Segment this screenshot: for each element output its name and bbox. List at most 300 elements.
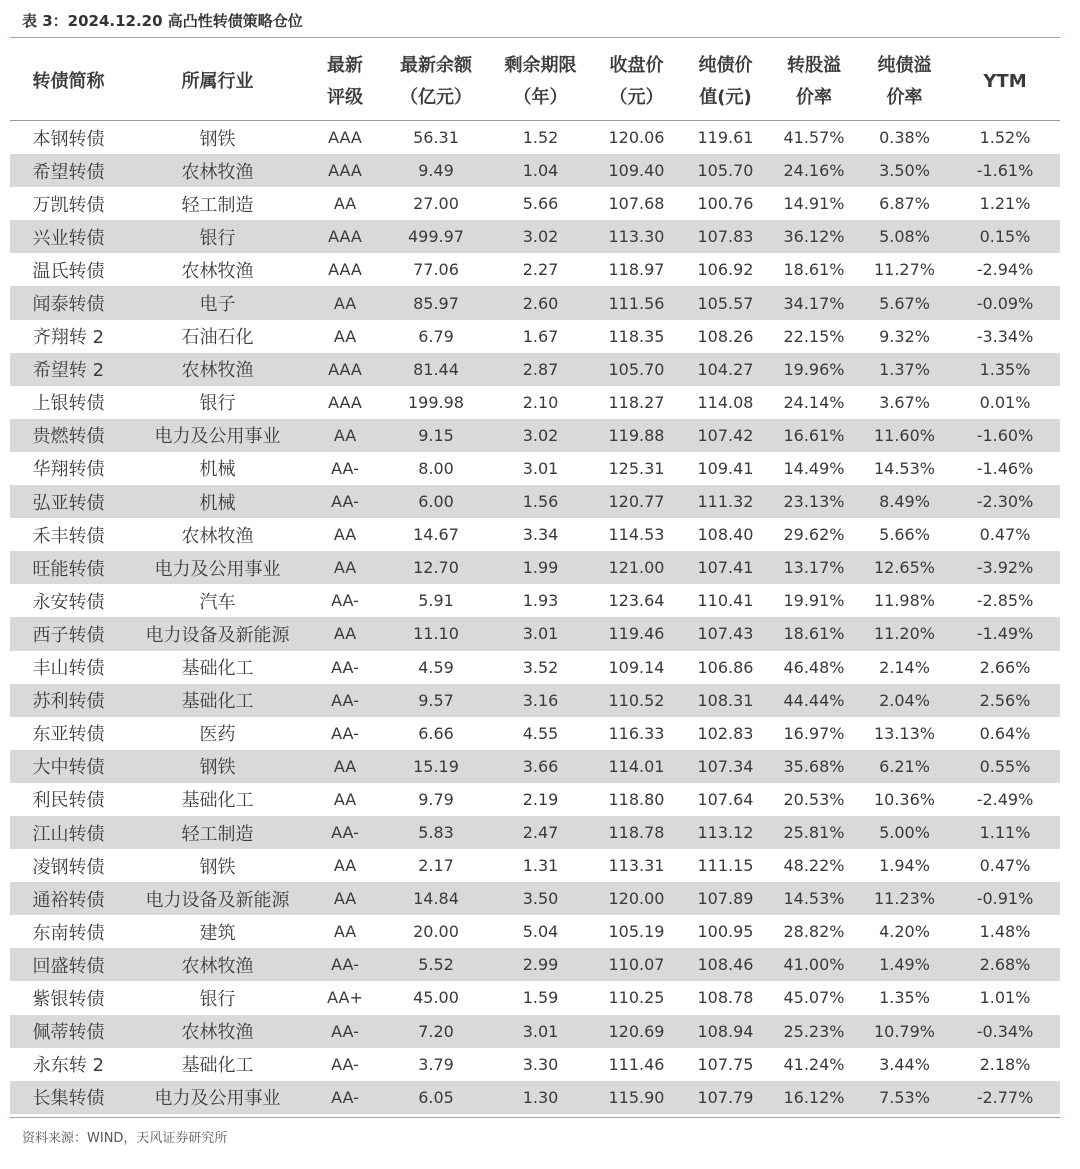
- table-cell: 2.68%: [950, 948, 1060, 981]
- column-header: [591, 44, 682, 121]
- industry-cell: 机械: [199, 459, 236, 481]
- bond-name-cell: 紫银转债: [32, 988, 105, 1010]
- bond-name-cell: 齐翔转 2: [32, 327, 105, 349]
- table-cell: 2.56%: [950, 684, 1060, 717]
- bond-name-cell: 西子转债: [10, 617, 127, 650]
- column-header: [950, 44, 1060, 121]
- table-cell: -0.34%: [950, 1015, 1060, 1048]
- table-cell: 4.20%: [879, 922, 930, 942]
- table-cell: 44.44%: [769, 684, 859, 717]
- bond-name-cell: 大中转债: [10, 750, 127, 783]
- table-row: [10, 353, 1060, 386]
- header-line: 所属行业: [181, 71, 254, 92]
- table-cell: 1.37%: [859, 353, 950, 386]
- column-header: [682, 44, 769, 121]
- table-cell: 1.49%: [859, 948, 950, 981]
- table-cell: -0.91%: [950, 882, 1060, 915]
- table-cell: 20.53%: [783, 789, 845, 809]
- table-cell: 108.31: [682, 684, 769, 717]
- table-cell: AAA: [308, 220, 382, 253]
- table-row: [10, 154, 1060, 187]
- table-cell: 14.49%: [783, 458, 845, 478]
- bond-name-cell: 东南转债: [32, 922, 105, 944]
- table-cell: AA: [308, 750, 382, 783]
- table-cell: 6.66: [418, 723, 454, 743]
- table-cell: 3.02: [490, 419, 591, 452]
- column-header: [382, 44, 490, 121]
- table-cell: -1.49%: [950, 617, 1060, 650]
- header-line: 最新余额: [400, 55, 472, 76]
- table-cell: 10.36%: [873, 789, 935, 809]
- table-cell: 13.17%: [769, 551, 859, 584]
- header-line: 转债简称: [32, 71, 105, 92]
- table-cell: 0.15%: [950, 220, 1060, 253]
- table-cell: 110.25: [608, 988, 665, 1008]
- table-cell: AA: [308, 419, 382, 452]
- table-cell: 2.10: [522, 392, 559, 412]
- table-row: [10, 551, 1060, 584]
- table-cell: 107.42: [682, 419, 769, 452]
- table-cell: 3.01: [490, 617, 591, 650]
- table-cell: 28.82%: [783, 922, 845, 942]
- bond-name-cell: 贵燃转债: [10, 419, 127, 452]
- table-row: [10, 882, 1060, 915]
- table-cell: 4.55: [522, 723, 559, 743]
- table-cell: AA-: [308, 948, 382, 981]
- table-row: [10, 584, 1060, 617]
- table-cell: 77.06: [413, 260, 459, 280]
- table-cell: 6.00: [382, 485, 490, 518]
- table-row: [10, 849, 1060, 882]
- industry-cell: 农林牧渔: [127, 948, 308, 981]
- table-row: [10, 518, 1060, 551]
- table-row: [10, 286, 1060, 319]
- table-cell: AAA: [328, 128, 362, 148]
- industry-cell: 农林牧渔: [181, 525, 254, 547]
- table-cell: 9.57: [382, 684, 490, 717]
- table-cell: 27.00: [413, 194, 459, 214]
- table-cell: AA: [333, 922, 357, 942]
- table-cell: 1.35%: [950, 353, 1060, 386]
- table-cell: 118.27: [608, 392, 665, 412]
- industry-cell: 电力设备及新能源: [127, 617, 308, 650]
- table-cell: 5.91: [418, 591, 454, 611]
- industry-cell: 银行: [199, 393, 236, 415]
- table-row: [10, 651, 1060, 684]
- table-cell: -3.34%: [976, 326, 1034, 346]
- table-cell: 1.01%: [979, 988, 1031, 1008]
- header-line: 价率: [796, 87, 832, 108]
- table-cell: 3.02: [490, 220, 591, 253]
- table-cell: 0.55%: [950, 750, 1060, 783]
- table-cell: 3.30: [522, 1054, 559, 1074]
- table-cell: 11.98%: [873, 591, 935, 611]
- table-cell: AA-: [331, 591, 359, 611]
- table-cell: 107.68: [608, 194, 665, 214]
- table-cell: 1.35%: [879, 988, 930, 1008]
- table-cell: 109.41: [697, 458, 754, 478]
- table-cell: 7.53%: [859, 1081, 950, 1114]
- table-cell: 1.52: [522, 128, 559, 148]
- table-cell: AAA: [328, 260, 362, 280]
- table-cell: 3.01: [522, 458, 559, 478]
- table-cell: 1.93: [522, 591, 559, 611]
- bond-name-cell: 温氏转债: [32, 260, 105, 282]
- table-cell: 111.46: [608, 1054, 665, 1074]
- table-cell: AA: [333, 789, 357, 809]
- table-cell: 125.31: [608, 458, 665, 478]
- table-cell: 107.43: [682, 617, 769, 650]
- table-cell: 1.56: [490, 485, 591, 518]
- table-cell: 8.00: [418, 458, 454, 478]
- table-row: [10, 253, 1060, 286]
- table-cell: 108.46: [682, 948, 769, 981]
- table-cell: AA-: [331, 723, 359, 743]
- bond-name-cell: 永安转债: [32, 591, 105, 613]
- table-row: [10, 948, 1060, 981]
- bond-name-cell: 兴业转债: [10, 220, 127, 253]
- industry-cell: 轻工制造: [181, 194, 254, 216]
- table-cell: 114.01: [591, 750, 682, 783]
- table-cell: 3.52: [522, 657, 559, 677]
- table-cell: 5.04: [522, 922, 559, 942]
- table-cell: 2.66%: [979, 657, 1031, 677]
- top-rule: [10, 37, 1060, 38]
- table-cell: 9.15: [382, 419, 490, 452]
- table-cell: 105.70: [591, 353, 682, 386]
- header-line: 评级: [327, 87, 363, 108]
- table-cell: 3.44%: [879, 1054, 930, 1074]
- table-row: [10, 717, 1060, 750]
- table-cell: 2.17: [418, 856, 454, 876]
- table-cell: 2.99: [490, 948, 591, 981]
- table-row: [10, 220, 1060, 253]
- table-cell: 14.67: [413, 525, 459, 545]
- table-cell: AA-: [308, 485, 382, 518]
- table-cell: 11.20%: [859, 617, 950, 650]
- table-cell: 9.32%: [879, 326, 930, 346]
- industry-cell: 电力及公用事业: [127, 419, 308, 452]
- table-cell: AA: [308, 617, 382, 650]
- table-cell: 1.11%: [950, 816, 1060, 849]
- table-cell: -0.09%: [950, 286, 1060, 319]
- industry-cell: 钢铁: [199, 856, 236, 878]
- header-line: 转股溢: [787, 55, 841, 76]
- table-cell: 9.79: [418, 789, 454, 809]
- table-cell: 2.14%: [879, 657, 930, 677]
- table-cell: 85.97: [382, 286, 490, 319]
- table-cell: 2.18%: [979, 1054, 1031, 1074]
- table-cell: 114.53: [608, 525, 665, 545]
- table-cell: 111.56: [591, 286, 682, 319]
- table-cell: 111.32: [682, 485, 769, 518]
- table-cell: 110.41: [697, 591, 754, 611]
- table-cell: 41.00%: [769, 948, 859, 981]
- table-cell: 113.12: [682, 816, 769, 849]
- table-cell: 3.16: [490, 684, 591, 717]
- industry-cell: 银行: [127, 220, 308, 253]
- table-row: [10, 386, 1060, 419]
- table-cell: 56.31: [413, 128, 459, 148]
- industry-cell: 基础化工: [181, 658, 254, 680]
- table-cell: -1.46%: [976, 458, 1034, 478]
- table-cell: 0.47%: [979, 525, 1031, 545]
- table-row: [10, 617, 1060, 650]
- table-cell: 1.94%: [879, 856, 930, 876]
- bond-name-cell: 希望转债: [10, 154, 127, 187]
- bond-name-cell: 苏利转债: [10, 684, 127, 717]
- table-row: [10, 121, 1060, 155]
- bond-name-cell: 希望转 2: [10, 353, 127, 386]
- table-row: [10, 1048, 1060, 1081]
- table-cell: AA-: [308, 684, 382, 717]
- industry-cell: 机械: [127, 485, 308, 518]
- table-cell: 2.47: [490, 816, 591, 849]
- table-cell: AAA: [308, 154, 382, 187]
- column-header: [127, 44, 308, 121]
- table-cell: 6.21%: [859, 750, 950, 783]
- table-cell: 107.64: [697, 789, 754, 809]
- header-line: （亿元）: [400, 87, 472, 108]
- table-cell: 15.19: [382, 750, 490, 783]
- table-cell: 34.17%: [769, 286, 859, 319]
- table-cell: 118.80: [608, 789, 665, 809]
- industry-cell: 基础化工: [127, 684, 308, 717]
- table-cell: 5.67%: [859, 286, 950, 319]
- table-cell: 1.59: [522, 988, 559, 1008]
- table-cell: -1.61%: [950, 154, 1060, 187]
- table-cell: 123.64: [608, 591, 665, 611]
- table-cell: 105.19: [608, 922, 665, 942]
- table-cell: -2.77%: [950, 1081, 1060, 1114]
- bond-name-cell: 万凯转债: [32, 194, 105, 216]
- table-cell: AA: [333, 326, 357, 346]
- table-cell: AA+: [327, 988, 363, 1008]
- table-cell: 12.65%: [859, 551, 950, 584]
- header-line: （元）: [609, 87, 664, 108]
- table-cell: 100.95: [697, 922, 754, 942]
- table-cell: 1.21%: [979, 194, 1031, 214]
- table-cell: 41.57%: [783, 128, 845, 148]
- table-cell: 118.78: [591, 816, 682, 849]
- table-cell: 2.27: [522, 260, 559, 280]
- table-cell: AA: [308, 551, 382, 584]
- header-line: 价率: [886, 87, 923, 108]
- industry-cell: 基础化工: [181, 790, 254, 812]
- industry-cell: 农林牧渔: [181, 260, 254, 282]
- bond-name-cell: 华翔转债: [32, 459, 105, 481]
- table-cell: 1.99: [490, 551, 591, 584]
- table-cell: 20.00: [413, 922, 459, 942]
- industry-cell: 汽车: [199, 591, 236, 613]
- industry-cell: 电力设备及新能源: [127, 882, 308, 915]
- table-cell: 110.07: [591, 948, 682, 981]
- table-cell: 5.00%: [859, 816, 950, 849]
- bond-name-cell: 江山转债: [10, 816, 127, 849]
- table-cell: 105.57: [682, 286, 769, 319]
- table-cell: 6.87%: [879, 194, 930, 214]
- column-header: [490, 44, 591, 121]
- column-header: [859, 44, 950, 121]
- industry-cell: 农林牧渔: [127, 154, 308, 187]
- source-note: 资料来源：WIND，天风证券研究所: [22, 1131, 228, 1146]
- table-cell: AA: [333, 856, 357, 876]
- table-cell: 5.08%: [859, 220, 950, 253]
- table-cell: 7.20: [382, 1015, 490, 1048]
- table-cell: 199.98: [408, 392, 464, 412]
- table-cell: 29.62%: [783, 525, 845, 545]
- table-cell: 16.12%: [769, 1081, 859, 1114]
- table-cell: -2.49%: [976, 789, 1034, 809]
- table-cell: 107.41: [682, 551, 769, 584]
- table-cell: 118.97: [608, 260, 665, 280]
- table-cell: 3.50%: [859, 154, 950, 187]
- table-cell: 45.07%: [783, 988, 845, 1008]
- header-line: （年）: [513, 87, 568, 108]
- table-cell: 100.76: [697, 194, 754, 214]
- table-cell: 104.27: [682, 353, 769, 386]
- table-row: [10, 1015, 1060, 1048]
- industry-cell: 医药: [199, 724, 236, 746]
- table-cell: 2.04%: [859, 684, 950, 717]
- bottom-rule: [10, 1117, 1060, 1118]
- column-header: [769, 44, 859, 121]
- table-cell: 108.78: [697, 988, 754, 1008]
- table-row: [10, 981, 1060, 1014]
- bond-name-cell: 永东转 2: [32, 1055, 105, 1077]
- table-cell: 25.23%: [769, 1015, 859, 1048]
- table-row: [10, 1081, 1060, 1114]
- table-cell: 120.69: [591, 1015, 682, 1048]
- column-header: [308, 44, 382, 121]
- table-cell: 36.12%: [769, 220, 859, 253]
- table-cell: 109.14: [608, 657, 665, 677]
- table-cell: 106.86: [697, 657, 754, 677]
- table-cell: 1.30: [490, 1081, 591, 1114]
- table-cell: 11.60%: [859, 419, 950, 452]
- bond-name-cell: 旺能转债: [10, 551, 127, 584]
- table-row: [10, 783, 1060, 816]
- table-cell: 108.94: [682, 1015, 769, 1048]
- convertible-bond-table: [10, 44, 1060, 1114]
- table-cell: 3.50: [490, 882, 591, 915]
- table-cell: AAA: [308, 353, 382, 386]
- industry-cell: 电力及公用事业: [127, 551, 308, 584]
- header-line: 纯债价: [698, 55, 753, 76]
- table-cell: 48.22%: [783, 856, 845, 876]
- table-cell: 3.34: [522, 525, 559, 545]
- industry-cell: 钢铁: [199, 128, 236, 150]
- table-cell: 120.00: [591, 882, 682, 915]
- table-cell: 118.35: [608, 326, 665, 346]
- table-cell: 111.15: [697, 856, 754, 876]
- table-cell: 119.46: [591, 617, 682, 650]
- table-cell: 46.48%: [783, 657, 845, 677]
- bond-name-cell: 丰山转债: [32, 658, 105, 680]
- table-row: [10, 320, 1060, 353]
- table-cell: 5.52: [382, 948, 490, 981]
- table-row: [10, 816, 1060, 849]
- industry-cell: 轻工制造: [127, 816, 308, 849]
- table-cell: 0.38%: [879, 128, 930, 148]
- table-cell: AAA: [328, 392, 362, 412]
- table-cell: 120.77: [591, 485, 682, 518]
- table-cell: 121.00: [591, 551, 682, 584]
- header-line: YTM: [983, 71, 1027, 92]
- table-cell: 107.79: [682, 1081, 769, 1114]
- table-cell: 24.16%: [769, 154, 859, 187]
- table-cell: AA: [308, 882, 382, 915]
- table-body: [10, 121, 1060, 1114]
- bond-name-cell: 通裕转债: [10, 882, 127, 915]
- table-cell: 108.40: [697, 525, 754, 545]
- table-cell: 25.81%: [769, 816, 859, 849]
- table-cell: 0.64%: [979, 723, 1031, 743]
- table-cell: 1.04: [490, 154, 591, 187]
- table-cell: 4.59: [418, 657, 454, 677]
- table-cell: 18.61%: [783, 260, 845, 280]
- bond-name-cell: 利民转债: [32, 790, 105, 812]
- table-cell: 0.01%: [979, 392, 1031, 412]
- bond-name-cell: 东亚转债: [32, 724, 105, 746]
- table-cell: 14.53%: [873, 458, 935, 478]
- table-cell: 5.66%: [879, 525, 930, 545]
- table-cell: 45.00: [413, 988, 459, 1008]
- table-cell: AA-: [331, 657, 359, 677]
- table-cell: 18.61%: [769, 617, 859, 650]
- table-cell: 8.49%: [859, 485, 950, 518]
- bond-name-cell: 回盛转债: [10, 948, 127, 981]
- table-cell: 3.01: [490, 1015, 591, 1048]
- column-header: [10, 44, 127, 121]
- table-cell: 81.44: [382, 353, 490, 386]
- table-cell: 6.05: [382, 1081, 490, 1114]
- industry-cell: 石油石化: [181, 327, 254, 349]
- table-title: 表 3：2024.12.20 高凸性转债策略仓位: [22, 12, 303, 30]
- table-cell: 14.84: [382, 882, 490, 915]
- header-line: 剩余期限: [504, 55, 577, 76]
- table-cell: 1.48%: [979, 922, 1031, 942]
- table-cell: 2.87: [490, 353, 591, 386]
- table-cell: AA-: [331, 1054, 359, 1074]
- table-cell: 114.08: [697, 392, 754, 412]
- table-cell: 22.15%: [783, 326, 845, 346]
- bond-name-cell: 禾丰转债: [32, 525, 105, 547]
- table-cell: 3.66: [490, 750, 591, 783]
- bond-name-cell: 弘亚转债: [10, 485, 127, 518]
- table-cell: -2.30%: [950, 485, 1060, 518]
- industry-cell: 农林牧渔: [127, 353, 308, 386]
- table-cell: -1.60%: [950, 419, 1060, 452]
- table-cell: 13.13%: [873, 723, 935, 743]
- table-cell: 102.83: [697, 723, 754, 743]
- industry-cell: 农林牧渔: [127, 1015, 308, 1048]
- industry-cell: 基础化工: [181, 1055, 254, 1077]
- table-cell: 6.79: [418, 326, 454, 346]
- industry-cell: 钢铁: [127, 750, 308, 783]
- table-cell: 11.27%: [873, 260, 935, 280]
- table-cell: 499.97: [382, 220, 490, 253]
- bond-name-cell: 凌钢转债: [32, 856, 105, 878]
- header-line: 值(元): [699, 87, 752, 108]
- table-cell: 119.61: [697, 128, 754, 148]
- bond-name-cell: 长集转债: [10, 1081, 127, 1114]
- table-cell: AA: [333, 525, 357, 545]
- bond-name-cell: 佩蒂转债: [10, 1015, 127, 1048]
- table-cell: 2.19: [522, 789, 559, 809]
- bond-name-cell: 闻泰转债: [10, 286, 127, 319]
- table-cell: 14.53%: [769, 882, 859, 915]
